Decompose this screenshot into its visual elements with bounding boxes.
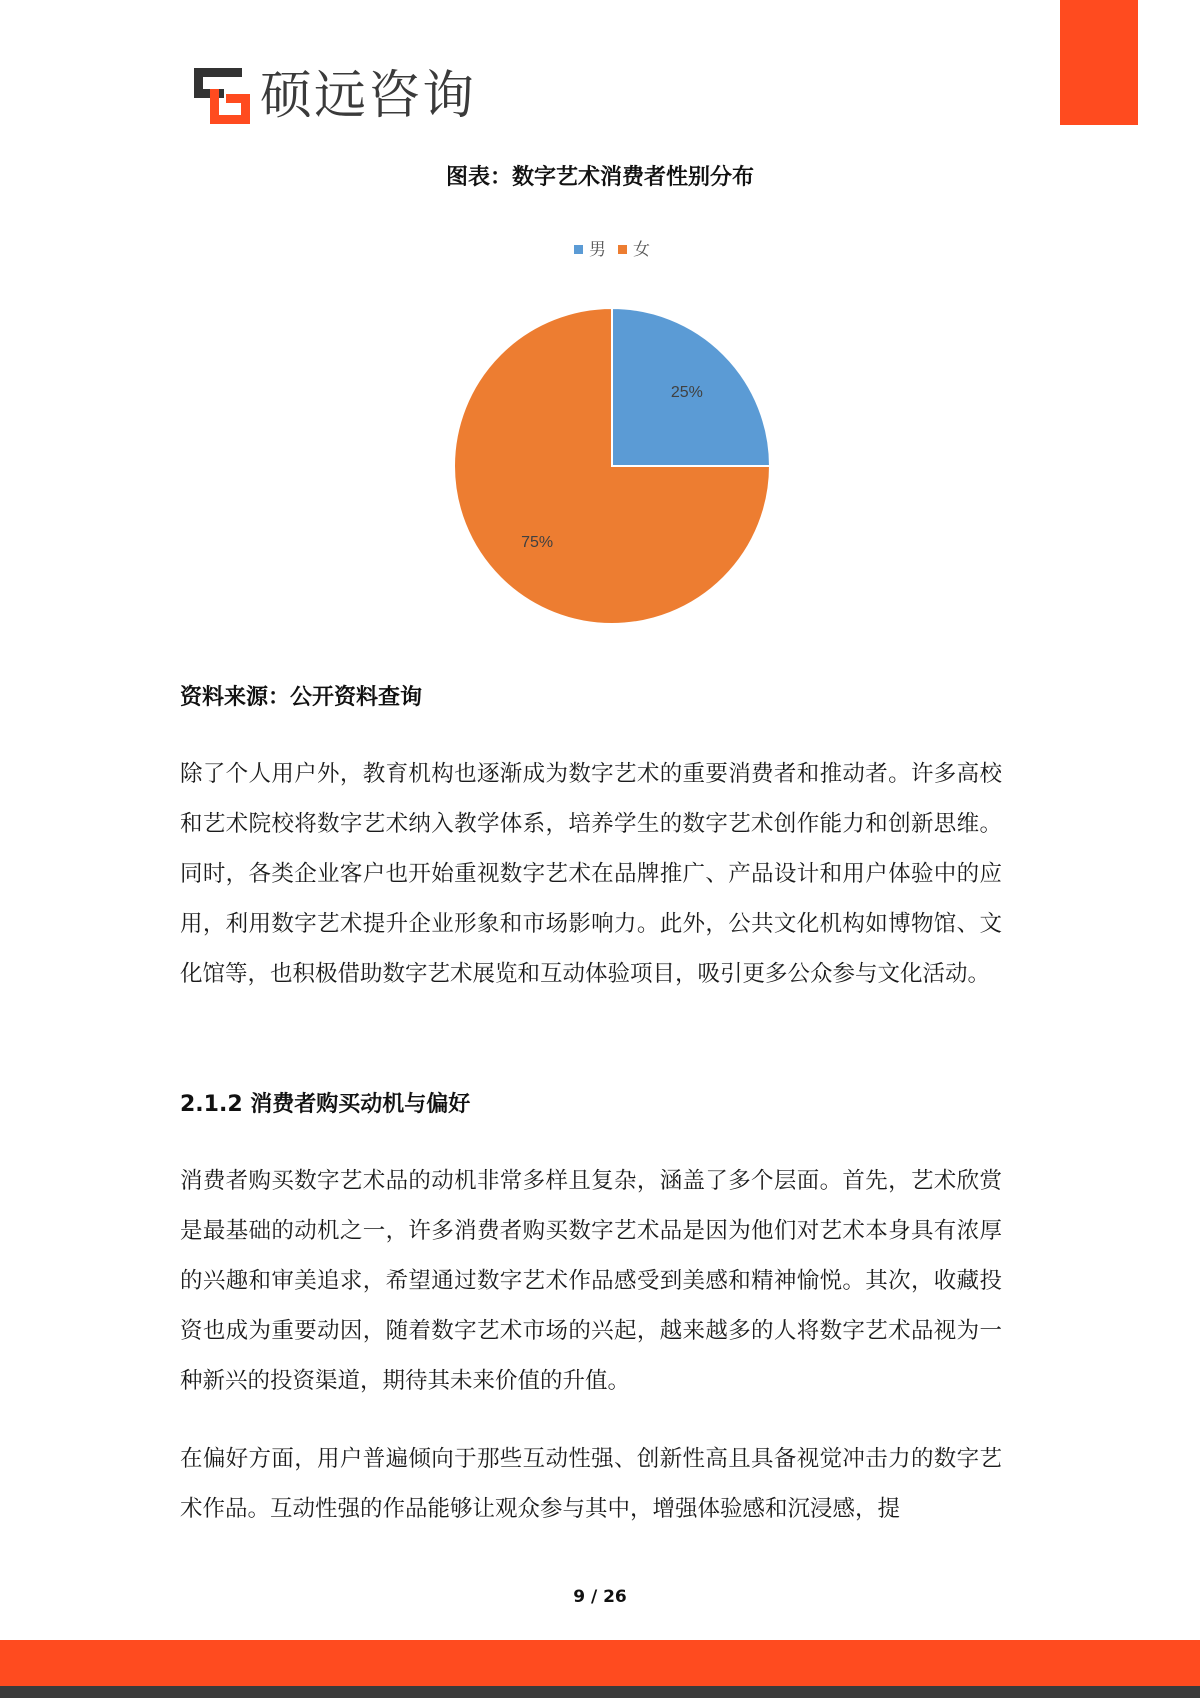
legend-swatch-1 (618, 245, 627, 254)
footer-dark-strip (0, 1686, 1200, 1698)
footer-bar (0, 1640, 1200, 1686)
source-note: 资料来源：公开资料查询 (180, 685, 423, 710)
pie-label-0: 25% (670, 384, 703, 402)
logo-mark-icon (194, 68, 250, 124)
pie-chart (0, 220, 1200, 640)
paragraph-preference: 在偏好方面，用户普遍倾向于那些互动性强、创新性高且具备视觉冲击力的数字艺术作品。互动性强的作品能够让观众参与其中，增强体验感和沉浸感，提 (180, 1446, 1002, 1522)
legend-swatch-0 (574, 245, 583, 254)
paragraph-motivation: 消费者购买数字艺术品的动机非常多样且复杂，涵盖了多个层面。首先，艺术欣赏是最基础的动机之一，许多消费者购买数字艺术品是因为他们对艺术本身具有浓厚的兴趣和审美追求，希望通过数字艺术作品感受到美感和精神愉悦。其次，收藏投资也成为重要动因，随着数字艺术市场的兴起，越来越多的人将数字艺术品视为一种新兴的投资渠道，期待其未来价值的升值。 (180, 1168, 1002, 1394)
logo (194, 66, 476, 126)
page-number: 9 / 26 (573, 1587, 627, 1607)
pie-label-1: 75% (521, 533, 554, 551)
corner-accent-tab (1060, 0, 1138, 125)
legend-label-0: 男 (589, 240, 606, 260)
paragraph-education: 除了个人用户外，教育机构也逐渐成为数字艺术的重要消费者和推动者。许多高校和艺术院校将数字艺术纳入教学体系，培养学生的数字艺术创作能力和创新思维。同时，各类企业客户也开始重视数字艺术在品牌推广、产品设计和用户体验中的应用，利用数字艺术提升企业形象和市场影响力。此外，公共文化机构如博物馆、文化馆等，也积极借助数字艺术展览和互动体验项目，吸引更多公众参与文化活动。 (180, 761, 1002, 987)
chart-title: 图表：数字艺术消费者性别分布 (445, 165, 754, 190)
section-heading: 2.1.2 消费者购买动机与偏好 (180, 1092, 471, 1117)
logo-text: 硕远咨询 (260, 66, 477, 126)
legend-label-1: 女 (633, 240, 650, 260)
